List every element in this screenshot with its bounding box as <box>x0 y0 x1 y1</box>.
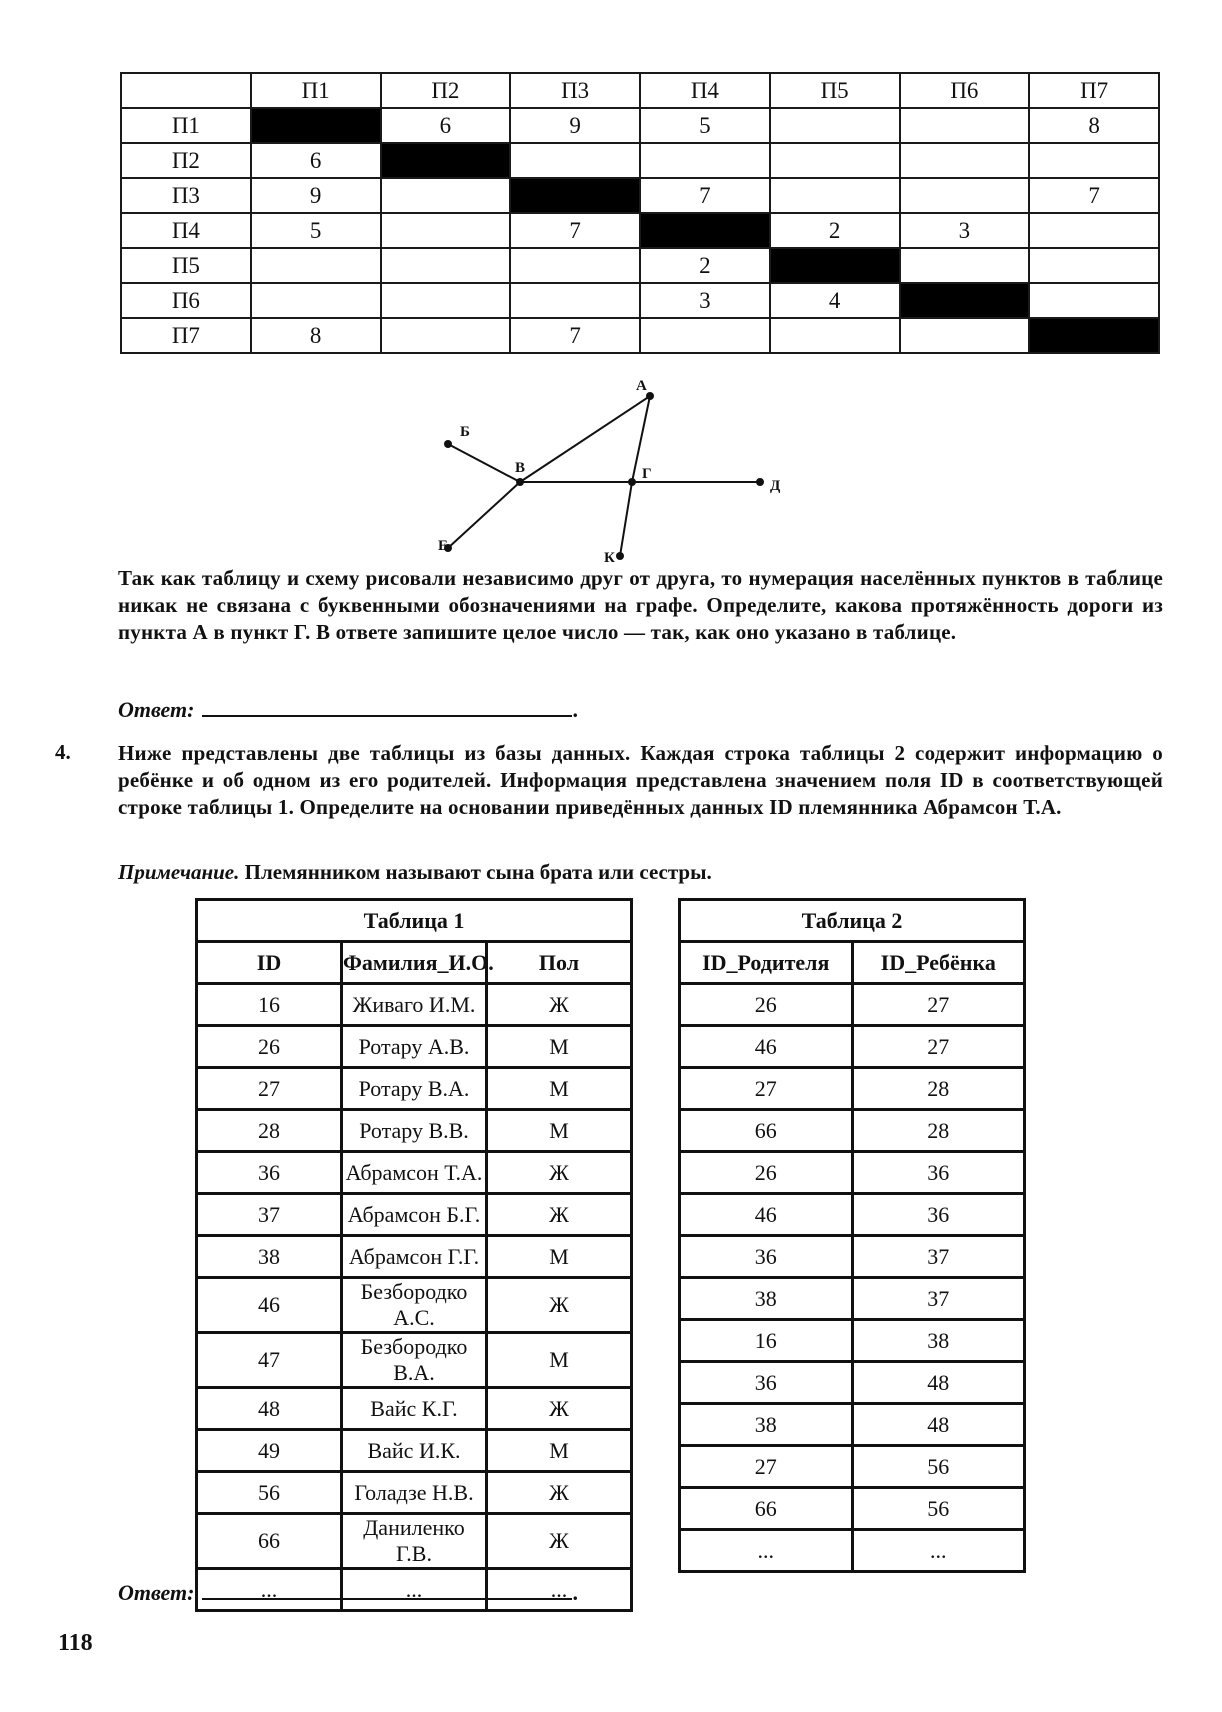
matrix-cell <box>770 178 900 213</box>
table-2-cell: 28 <box>852 1068 1025 1110</box>
matrix-cell <box>381 283 511 318</box>
table-2-cell: 48 <box>852 1362 1025 1404</box>
table-1-cell: 36 <box>197 1152 342 1194</box>
matrix-row-label: П2 <box>121 143 251 178</box>
matrix-diagonal-cell <box>640 213 770 248</box>
table-1-cell: Ж <box>487 984 632 1026</box>
table-1-cell: Безбородко А.С. <box>342 1278 487 1333</box>
table-2-row <box>680 1236 1025 1278</box>
matrix-cell <box>381 248 511 283</box>
table-1-cell: Ротару В.А. <box>342 1068 487 1110</box>
matrix-row <box>121 213 1159 248</box>
table-2-cell: 66 <box>680 1488 853 1530</box>
matrix-cell: 5 <box>251 213 381 248</box>
matrix-cell <box>510 248 640 283</box>
table-2-row <box>680 984 1025 1026</box>
table-2-column-header: ID_Ребёнка <box>852 942 1025 984</box>
matrix-cell <box>900 143 1030 178</box>
table-2-row <box>680 1026 1025 1068</box>
node-label-b: Б <box>460 424 470 440</box>
table-1-cell: М <box>487 1068 632 1110</box>
matrix-diagonal-cell <box>251 108 381 143</box>
table-2-cell: 48 <box>852 1404 1025 1446</box>
table-1-cell: 46 <box>197 1278 342 1333</box>
edge-g-k <box>620 482 632 556</box>
matrix-cell: 3 <box>640 283 770 318</box>
node-label-a: А <box>636 378 647 394</box>
answer-blank[interactable] <box>202 697 572 717</box>
table-1-cell: Ж <box>487 1388 632 1430</box>
database-table-1 <box>195 898 633 1612</box>
table-2-cell: ... <box>852 1530 1025 1572</box>
table-2-cell: 36 <box>852 1194 1025 1236</box>
node-g <box>628 478 636 486</box>
table-2-row <box>680 1068 1025 1110</box>
matrix-cell <box>1029 143 1159 178</box>
table-1-cell: 37 <box>197 1194 342 1236</box>
matrix-cell: 2 <box>770 213 900 248</box>
matrix-row-label: П7 <box>121 318 251 353</box>
table-2-column-header: ID_Родителя <box>680 942 853 984</box>
table-1-row <box>197 1152 632 1194</box>
table-2-cell: 36 <box>852 1152 1025 1194</box>
edge-b-v <box>448 444 520 482</box>
matrix-cell: 6 <box>251 143 381 178</box>
question-3-text: Так как таблицу и схему рисовали независимо друг от друга, то нумерация населённых пунктов в таблице никак не связана с буквенными обозначениями на графе. Определите, какова протяжённость дороги из пункта А в пункт Г. В ответе запишите целое число — так, как оно указано в таблице. <box>118 566 1163 644</box>
table-2-cell: 46 <box>680 1194 853 1236</box>
table-1-cell: Абрамсон Т.А. <box>342 1152 487 1194</box>
table-1-cell: Вайс К.Г. <box>342 1388 487 1430</box>
matrix-cell <box>251 248 381 283</box>
table-1-cell: 48 <box>197 1388 342 1430</box>
table-1-cell: М <box>487 1333 632 1388</box>
matrix-row <box>121 248 1159 283</box>
table-2-title: Таблица 2 <box>680 900 1025 942</box>
node-a <box>646 392 654 400</box>
matrix-row-label: П4 <box>121 213 251 248</box>
matrix-cell <box>640 143 770 178</box>
table-1-cell: 38 <box>197 1236 342 1278</box>
table-2-row <box>680 1404 1025 1446</box>
table-2-cell: 28 <box>852 1110 1025 1152</box>
table-2-row <box>680 1278 1025 1320</box>
table-1-cell: ... <box>487 1569 632 1611</box>
matrix-cell <box>510 283 640 318</box>
matrix-cell: 2 <box>640 248 770 283</box>
matrix-cell <box>770 318 900 353</box>
matrix-cell <box>900 248 1030 283</box>
matrix-cell <box>640 318 770 353</box>
table-1-cell: Вайс И.К. <box>342 1430 487 1472</box>
edge-e-v <box>448 482 520 548</box>
table-2-cell: 27 <box>852 1026 1025 1068</box>
node-label-k: К <box>604 550 615 566</box>
matrix-cell: 9 <box>510 108 640 143</box>
node-label-d: Д <box>770 478 781 494</box>
table-1-row <box>197 1236 632 1278</box>
matrix-cell <box>251 283 381 318</box>
matrix-row-label: П6 <box>121 283 251 318</box>
table-1-title: Таблица 1 <box>197 900 632 942</box>
table-1-row <box>197 984 632 1026</box>
page-number: 118 <box>58 1630 93 1656</box>
table-2-cell: 46 <box>680 1026 853 1068</box>
matrix-cell: 6 <box>381 108 511 143</box>
table-1-cell: ... <box>342 1569 487 1611</box>
table-2-row <box>680 1320 1025 1362</box>
table-1-cell: 56 <box>197 1472 342 1514</box>
matrix-cell: 8 <box>251 318 381 353</box>
note-text: Племянником называют сына брата или сестры. <box>244 860 712 884</box>
table-1-row <box>197 1388 632 1430</box>
table-2-cell: 27 <box>852 984 1025 1026</box>
table-1-cell: М <box>487 1430 632 1472</box>
table-1-cell: Даниленко Г.В. <box>342 1514 487 1569</box>
matrix-cell <box>1029 248 1159 283</box>
matrix-diagonal-cell <box>510 178 640 213</box>
matrix-cell <box>381 213 511 248</box>
table-1-cell: Ж <box>487 1194 632 1236</box>
matrix-header-cell: П2 <box>381 73 511 108</box>
matrix-header-cell <box>121 73 251 108</box>
table-2-row <box>680 1530 1025 1572</box>
table-1-cell: Живаго И.М. <box>342 984 487 1026</box>
table-2-cell: 56 <box>852 1488 1025 1530</box>
table-2-cell: 16 <box>680 1320 853 1362</box>
matrix-row <box>121 283 1159 318</box>
table-2-cell: 27 <box>680 1446 853 1488</box>
table-1-column-header: Пол <box>487 942 632 984</box>
table-1-cell: 66 <box>197 1514 342 1569</box>
table-1-row <box>197 1472 632 1514</box>
table-2-header-row <box>680 942 1025 984</box>
table-1-cell: Ж <box>487 1514 632 1569</box>
table-1-cell: 16 <box>197 984 342 1026</box>
matrix-cell: 9 <box>251 178 381 213</box>
matrix-cell: 7 <box>640 178 770 213</box>
table-1-cell: 27 <box>197 1068 342 1110</box>
database-table-2 <box>678 898 1026 1573</box>
matrix-diagonal-cell <box>770 248 900 283</box>
matrix-header-row <box>121 73 1159 108</box>
table-2-cell: 38 <box>680 1404 853 1446</box>
table-1-cell: 49 <box>197 1430 342 1472</box>
matrix-header-cell: П3 <box>510 73 640 108</box>
table-2-row <box>680 1488 1025 1530</box>
table-2-cell: 36 <box>680 1236 853 1278</box>
node-label-v: В <box>515 460 526 476</box>
table-1-row <box>197 1194 632 1236</box>
edge-v-a <box>520 396 650 482</box>
table-1-cell: Ж <box>487 1278 632 1333</box>
matrix-cell <box>381 178 511 213</box>
node-k <box>616 552 624 560</box>
table-2-cell: 27 <box>680 1068 853 1110</box>
matrix-diagonal-cell <box>900 283 1030 318</box>
question-4-note <box>118 860 712 885</box>
matrix-cell <box>510 143 640 178</box>
matrix-row-label: П1 <box>121 108 251 143</box>
table-1-cell: Ротару А.В. <box>342 1026 487 1068</box>
table-2-cell: 56 <box>852 1446 1025 1488</box>
table-2-row <box>680 1152 1025 1194</box>
distance-matrix-table <box>120 72 1160 354</box>
table-1-header-row <box>197 942 632 984</box>
matrix-cell <box>770 108 900 143</box>
table-1-row <box>197 1333 632 1388</box>
answer-label: Ответ <box>118 1580 188 1605</box>
matrix-cell: 8 <box>1029 108 1159 143</box>
matrix-cell <box>900 178 1030 213</box>
answer-line-q4: Ответ: . <box>118 1580 578 1605</box>
table-1-row <box>197 1068 632 1110</box>
table-2-row <box>680 1110 1025 1152</box>
table-1-cell: Ж <box>487 1472 632 1514</box>
matrix-header-cell: П4 <box>640 73 770 108</box>
table-2-cell: 36 <box>680 1362 853 1404</box>
matrix-cell <box>1029 283 1159 318</box>
table-2-row <box>680 1194 1025 1236</box>
question-4-text: Ниже представлены две таблицы из базы данных. Каждая строка таблицы 2 содержит информацию о ребёнке и об одном из его родителей. Информация представлена значением поля ID в соответствующей строке таблицы 1. Определите на основании приведённых данных ID племянника Абрамсон Т.А. <box>118 741 1163 819</box>
node-d <box>756 478 764 486</box>
matrix-header-cell: П5 <box>770 73 900 108</box>
table-1-cell: ... <box>197 1569 342 1611</box>
table-2-cell: 38 <box>680 1278 853 1320</box>
table-1-column-header: Фамилия_И.О. <box>342 942 487 984</box>
node-b <box>444 440 452 448</box>
matrix-cell: 7 <box>510 318 640 353</box>
matrix-cell <box>1029 213 1159 248</box>
matrix-cell: 7 <box>510 213 640 248</box>
matrix-row <box>121 318 1159 353</box>
question-4-number: 4. <box>55 740 71 764</box>
table-2-cell: ... <box>680 1530 853 1572</box>
table-1-cell: 26 <box>197 1026 342 1068</box>
table-2-cell: 66 <box>680 1110 853 1152</box>
table-1-cell: Голадзе Н.В. <box>342 1472 487 1514</box>
matrix-cell: 7 <box>1029 178 1159 213</box>
table-2-cell: 26 <box>680 1152 853 1194</box>
matrix-cell: 3 <box>900 213 1030 248</box>
note-label: Примечание. <box>118 860 240 884</box>
matrix-cell <box>381 318 511 353</box>
answer-line-q3: Ответ: . <box>118 697 578 722</box>
matrix-row <box>121 178 1159 213</box>
road-graph <box>440 380 800 570</box>
answer-label: Ответ <box>118 697 188 722</box>
table-1-row <box>197 1278 632 1333</box>
table-1-row <box>197 1430 632 1472</box>
matrix-cell <box>900 108 1030 143</box>
matrix-row-label: П3 <box>121 178 251 213</box>
table-1-cell: М <box>487 1026 632 1068</box>
table-1-column-header: ID <box>197 942 342 984</box>
matrix-diagonal-cell <box>1029 318 1159 353</box>
table-1-cell: Ротару В.В. <box>342 1110 487 1152</box>
table-1-cell: М <box>487 1110 632 1152</box>
table-1-cell: 28 <box>197 1110 342 1152</box>
node-label-g: Г <box>642 466 652 482</box>
node-label-e: Е <box>438 538 449 554</box>
matrix-cell: 4 <box>770 283 900 318</box>
matrix-row <box>121 108 1159 143</box>
table-1-cell: М <box>487 1236 632 1278</box>
table-2-cell: 26 <box>680 984 853 1026</box>
table-2-row <box>680 1446 1025 1488</box>
table-1-cell: Ж <box>487 1152 632 1194</box>
table-1-cell: Абрамсон Б.Г. <box>342 1194 487 1236</box>
table-1-cell: Безбородко В.А. <box>342 1333 487 1388</box>
answer-blank[interactable] <box>202 1580 572 1600</box>
matrix-header-cell: П6 <box>900 73 1030 108</box>
matrix-cell: 5 <box>640 108 770 143</box>
table-2-row <box>680 1362 1025 1404</box>
table-2-cell: 37 <box>852 1278 1025 1320</box>
matrix-header-cell: П7 <box>1029 73 1159 108</box>
table-1-cell: 47 <box>197 1333 342 1388</box>
table-1-row <box>197 1514 632 1569</box>
matrix-diagonal-cell <box>381 143 511 178</box>
table-2-cell: 37 <box>852 1236 1025 1278</box>
node-v <box>516 478 524 486</box>
matrix-row <box>121 143 1159 178</box>
matrix-cell <box>900 318 1030 353</box>
matrix-cell <box>770 143 900 178</box>
matrix-row-label: П5 <box>121 248 251 283</box>
table-2-cell: 38 <box>852 1320 1025 1362</box>
table-1-cell: Абрамсон Г.Г. <box>342 1236 487 1278</box>
table-1-row <box>197 1026 632 1068</box>
matrix-header-cell: П1 <box>251 73 381 108</box>
table-1-row <box>197 1110 632 1152</box>
